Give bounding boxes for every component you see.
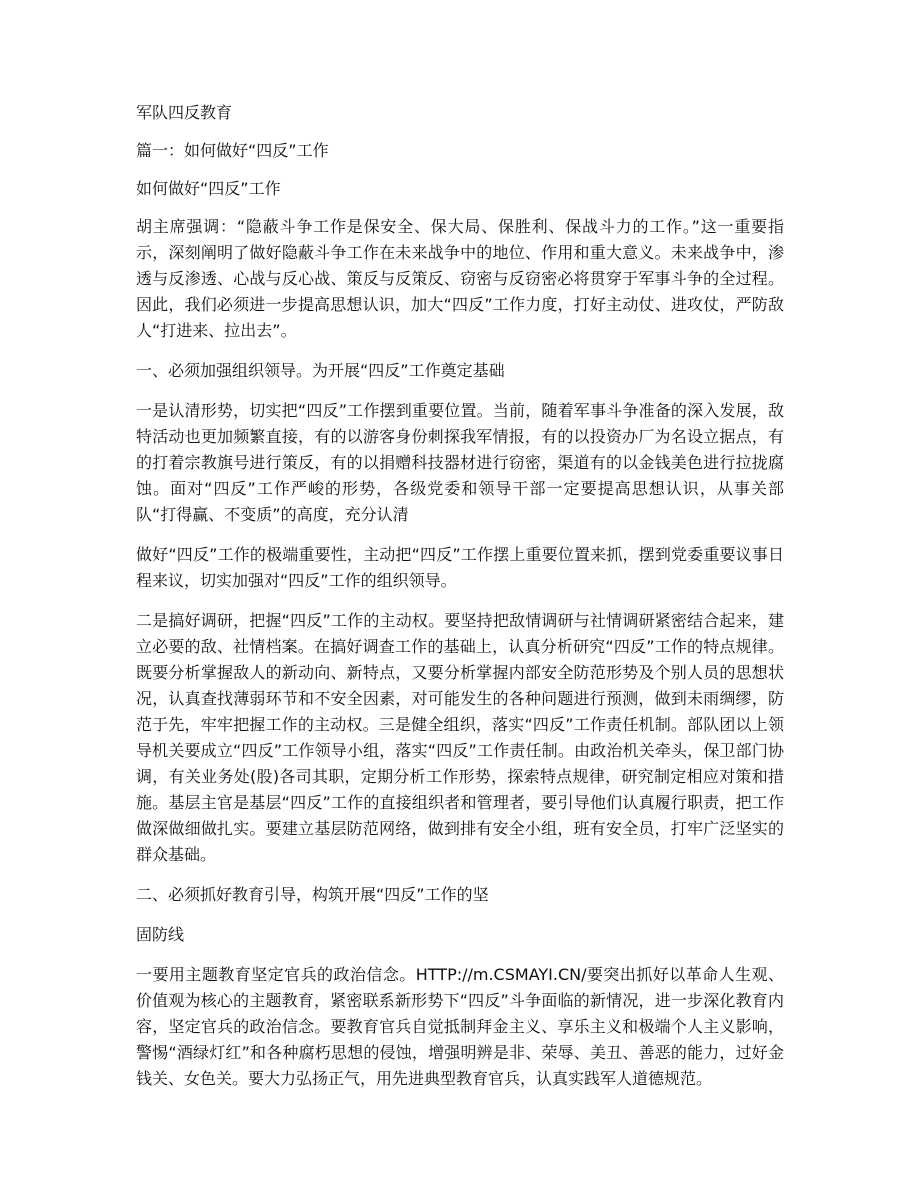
section-heading-2: 二、必须抓好教育引导，构筑开展“四反”工作的坚 <box>136 885 489 904</box>
paragraph-research: 二是搞好调研，把握“四反”工作的主动权。要坚持把敌情调研与社情调研紧密结合起来，建立必要的敌、社情档案。在搞好调查工作的基础上，认真分析研究“四反”工作的特点规律。既要分析掌握敌人的新动向、新特点，又要分析掌握内部安全防范形势及个别人员的思想状况，认真查找薄弱环节和不安全因素，对可能发生的各种问题进行预测，做到未雨绸缪，防范于先，牢牢把握工作的主动权。三是健全组织，落实“四反”工作责任机制。部队团以上领导机关要成立“四反”工作领导小组，落实“四反”工作责任制。由政治机关牵头，保卫部门协调，有关业务处(股)各司其职，定期分析工作形势，探索特点规律，研究制定相应对策和措施。基层主官是基层“四反”工作的直接组织者和管理者，要引导他们认真履行职责，把工作做深做细做扎实。要建立基层防范网络，做到排有安全小组，班有安全员，打牢广泛坚实的群众基础。 <box>136 611 784 864</box>
section-heading-2-continued: 固防线 <box>136 925 185 944</box>
document-title: 军队四反教育 <box>136 103 233 122</box>
chapter-title: 篇一：如何做好“四反”工作 <box>136 141 329 160</box>
paragraph-intro: 胡主席强调：“隐蔽斗争工作是保安全、保大局、保胜利、保战斗力的工作。”这一重要指示，深刻阐明了做好隐蔽斗争工作在未来战争中的地位、作用和重大意义。未来战争中，渗透与反渗透、心战与反心战、策反与反策反、窃密与反窃密必将贯穿于军事斗争的全过程。因此，我们必须进一步提高思想认识，加大“四反”工作力度，打好主动仗、进攻仗，严防敌人“打进来、拉出去”。 <box>136 217 784 340</box>
paragraph-importance: 做好“四反”工作的极端重要性，主动把“四反”工作摆上重要位置来抓，摆到党委重要议事日程来议，切实加强对“四反”工作的组织领导。 <box>136 545 784 590</box>
chapter-subtitle: 如何做好“四反”工作 <box>136 179 281 198</box>
document-content <box>136 100 784 1106</box>
paragraph-education: 一要用主题教育坚定官兵的政治信念。HTTP://m.CSMAYI.CN/要突出抓好以革命人生观、价值观为核心的主题教育，紧密联系新形势下“四反”斗争面临的新情况，进一步深化教育内容，坚定官兵的政治信念。要教育官兵自觉抵制拜金主义、享乐主义和极端个人主义影响，警惕“酒绿灯红”和各种腐朽思想的侵蚀，增强明辨是非、荣辱、美丑、善恶的能力，过好金钱关、女色关。要大力弘扬正气，用先进典型教育官兵，认真实践军人道德规范。 <box>136 965 784 1088</box>
section-heading-1: 一、必须加强组织领导。为开展“四反”工作奠定基础 <box>136 361 505 380</box>
paragraph-situation: 一是认清形势，切实把“四反”工作摆到重要位置。当前，随着军事斗争准备的深入发展，敌特活动也更加频繁直接，有的以游客身份刺探我军情报，有的以投资办厂为名设立据点，有的打着宗教旗号进行策反，有的以捐赠科技器材进行窃密，渠道有的以金钱美色进行拉拢腐蚀。面对“四反”工作严峻的形势，各级党委和领导干部一定要提高思想认识，从事关部队“打得赢、不变质”的高度，充分认清 <box>136 401 784 524</box>
